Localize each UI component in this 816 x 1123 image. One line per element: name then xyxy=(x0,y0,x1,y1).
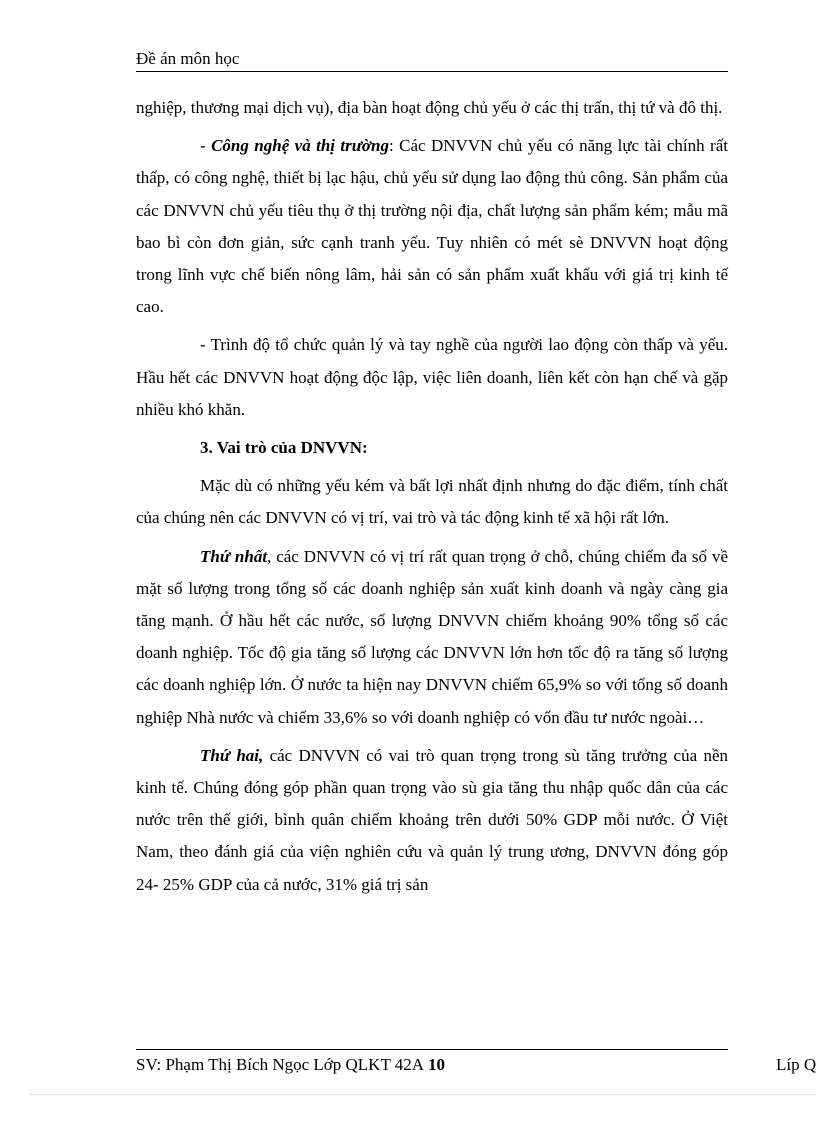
footer-class-label: Líp Q xyxy=(776,1055,816,1074)
header-title: Đề án môn học xyxy=(136,49,240,68)
emphasis-first: Thứ nhất xyxy=(200,546,268,566)
page-number: 10 xyxy=(428,1055,445,1074)
paragraph-role-intro: Mặc dù có những yếu kém và bất lợi nhất định nhưng do đặc điểm, tính chất của chúng nên các DNVVN có vị trí, vai trò và tác động kinh tế xã hội rất lớn. xyxy=(136,476,728,528)
page-header xyxy=(136,49,728,72)
emphasis-technology-market: Công nghệ và thị trường xyxy=(211,136,390,156)
paragraph-second-role-text: các DNVVN có vai trò quan trọng trong sù tăng trưởng của nền kinh tế. Chúng đóng góp phần quan trọng vào sù gia tăng thu nhập quốc dân của các nước trên thế giới, bình quân chiếm khoảng trên dưới 50% GDP mỗi nước. Ở Việt Nam, theo đánh giá của viện nghiên cứu và quản lý trung ương, DNVVN đóng góp 24- 25% GDP của cả nước, 31% giá trị sản xyxy=(136,745,728,894)
paragraph-first-role xyxy=(136,541,728,734)
section-heading: 3. Vai trò của DNVVN: xyxy=(200,438,368,458)
document-body xyxy=(136,92,728,907)
paragraph-management-level: - Trình độ tổ chức quản lý và tay nghề của người lao động còn thấp và yếu. Hầu hết các DNVVN hoạt động độc lập, việc liên doanh, liên kết còn hạn chế và gặp nhiều khó khăn. xyxy=(136,335,728,419)
paragraph-technology-market-text: : Các DNVVN chủ yếu có năng lực tài chính rất thấp, có công nghệ, thiết bị lạc hậu, chủ yếu sử dụng lao động thủ công. Sản phẩm của các DNVVN chủ yếu tiêu thụ ở thị trường nội địa, chất lượng sản phẩm kém; mẫu mã bao bì còn đơn giản, sức cạnh tranh yếu. Tuy nhiên có mét sè DNVVN hoạt động trong lĩnh vực chế biến nông lâm, hải sản có sản phẩm xuất khẩu với giá trị kinh tế cao. xyxy=(136,136,728,317)
paragraph-dash: - xyxy=(200,136,212,156)
paragraph-technology-market xyxy=(136,130,728,323)
paragraph-continuation: nghiệp, thương mại dịch vụ), địa bàn hoạt động chủ yếu ở các thị trấn, thị tứ và đô thị. xyxy=(136,98,723,117)
paragraph-second-role xyxy=(136,740,728,901)
footer-student: SV: Phạm Thị Bích Ngọc Lớp QLKT 42A xyxy=(136,1055,425,1074)
emphasis-second: Thứ hai, xyxy=(200,745,264,765)
footer-divider xyxy=(136,1049,728,1050)
page-boundary-line xyxy=(30,1094,816,1095)
paragraph-first-role-text: , các DNVVN có vị trí rất quan trọng ở chỗ, chúng chiếm đa số về mặt số lượng trong tổng số các doanh nghiệp sản xuất kinh doanh và ngày càng gia tăng mạnh. Ở hầu hết các nước, số lượng DNVVN chiếm khoảng 90% tổng số các doanh nghiệp. Tốc độ gia tăng số lượng các DNVVN lớn hơn tốc độ ra tăng số lượng các doanh nghiệp lớn. Ở nước ta hiện nay DNVVN chiếm 65,9% so với tổng số doanh nghiệp Nhà nước và chiếm 33,6% so với doanh nghiệp có vốn đầu tư nước ngoài… xyxy=(136,546,728,727)
page-footer xyxy=(136,1055,816,1075)
